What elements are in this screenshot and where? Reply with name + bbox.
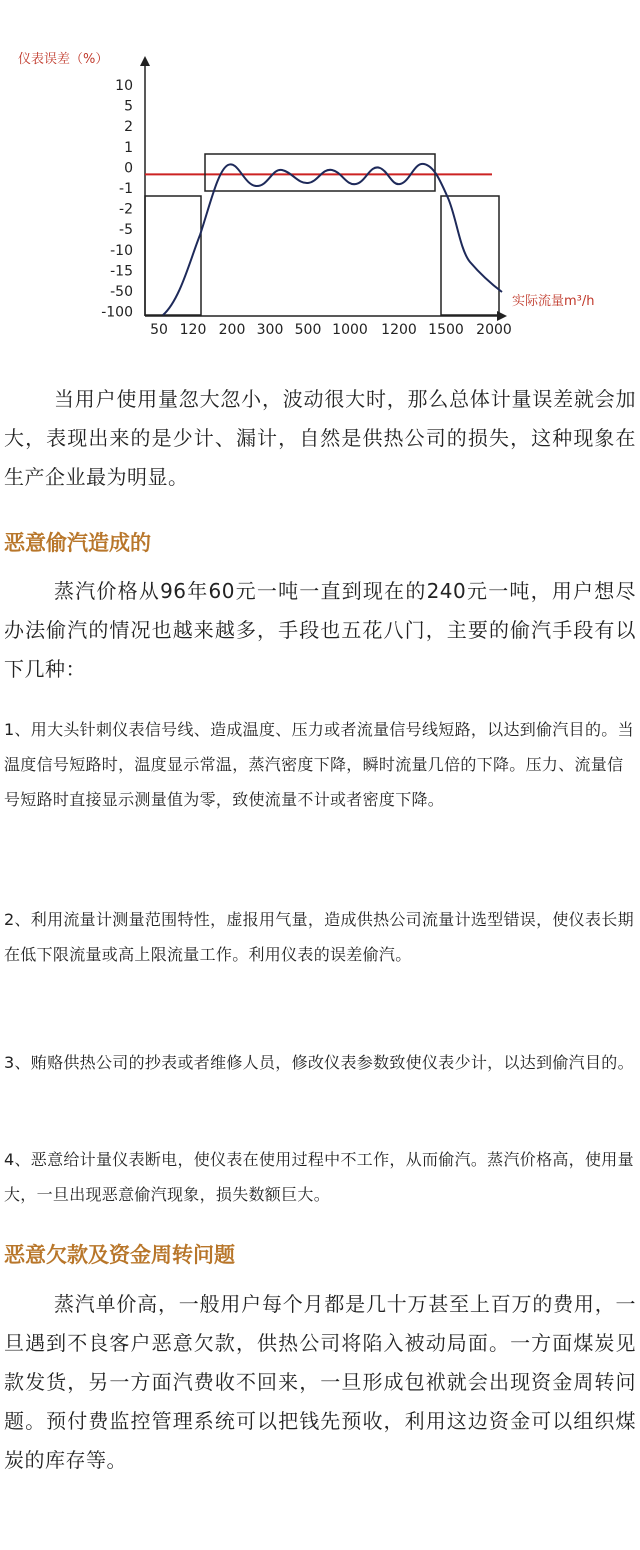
chart-svg xyxy=(0,0,640,360)
paragraph-price-theft: 蒸汽价格从96年60元一吨一直到现在的240元一吨，用户想尽办法偷汽的情况也越来越多，手段也五花八门，主要的偷汽手段有以下几种： xyxy=(4,579,636,681)
y-tick-label: -1 xyxy=(119,181,133,197)
high-flow-box xyxy=(441,196,499,315)
chart-x-axis-label: 实际流量m³/h xyxy=(512,294,595,309)
y-tick-label: 1 xyxy=(124,139,133,156)
x-tick-label: 1200 xyxy=(381,322,417,338)
x-tick-label: 1500 xyxy=(428,322,464,338)
x-tick-label: 1000 xyxy=(332,322,368,338)
y-tick-label: -10 xyxy=(110,242,133,259)
y-tick-label: -15 xyxy=(110,263,133,280)
list-item-4: 4、恶意给计量仪表断电，使仪表在使用过程中不工作，从而偷汽。蒸汽价格高，使用量大，一旦出现恶意偷汽现象，损失数额巨大。 xyxy=(4,1150,634,1204)
y-tick-label: -5 xyxy=(119,222,133,239)
x-tick-label: 300 xyxy=(256,322,284,338)
x-tick-label: 2000 xyxy=(476,322,512,338)
y-tick-label: -2 xyxy=(119,201,133,218)
heading-malicious-theft: 恶意偷汽造成的 xyxy=(4,531,151,555)
y-tick-label: 0 xyxy=(124,160,133,177)
paragraph-arrears: 蒸汽单价高，一般用户每个月都是几十万甚至上百万的费用，一旦遇到不良客户恶意欠款，供热公司将陷入被动局面。一方面煤炭见款发货，另一方面汽费收不回来，一旦形成包袱就会出现资金周转问题。预付费监控管理系统可以把钱先预收，利用这边资金可以组织煤炭的库存等。 xyxy=(4,1292,636,1472)
y-axis-arrow xyxy=(140,56,150,66)
x-tick-label: 50 xyxy=(150,322,168,338)
heading-arrears: 恶意欠款及资金周转问题 xyxy=(4,1243,235,1267)
error-curve-line xyxy=(163,164,502,315)
y-tick-label: 5 xyxy=(124,98,133,115)
x-tick-label: 200 xyxy=(218,322,246,338)
x-tick-label: 120 xyxy=(179,322,207,338)
y-tick-label: -50 xyxy=(110,284,133,300)
chart-y-axis-label: 仪表误差（%） xyxy=(18,52,109,67)
y-tick-label: -100 xyxy=(101,304,133,321)
list-item-1: 1、用大头针刺仪表信号线、造成温度、压力或者流量信号线短路，以达到偷汽目的。当温度信号短路时，温度显示常温，蒸汽密度下降，瞬时流量几倍的下降。压力、流量信号短路时直接显示测量值为零，致使流量不计或者密度下降。 xyxy=(4,720,634,809)
list-item-2: 2、利用流量计测量范围特性，虚报用气量，造成供热公司流量计选型错误，使仪表长期在低下限流量或高上限流量工作。利用仪表的误差偷汽。 xyxy=(4,910,634,964)
paragraph-intro: 当用户使用量忽大忽小，波动很大时，那么总体计量误差就会加大，表现出来的是少计、漏计，自然是供热公司的损失，这种现象在生产企业最为明显。 xyxy=(4,387,636,489)
list-item-3: 3、贿赂供热公司的抄表或者维修人员，修改仪表参数致使仪表少计，以达到偷汽目的。 xyxy=(4,1053,634,1072)
error-chart xyxy=(0,0,640,360)
y-tick-label: 10 xyxy=(115,78,133,94)
x-tick-label: 500 xyxy=(294,322,322,338)
y-tick-label: 2 xyxy=(124,119,133,136)
